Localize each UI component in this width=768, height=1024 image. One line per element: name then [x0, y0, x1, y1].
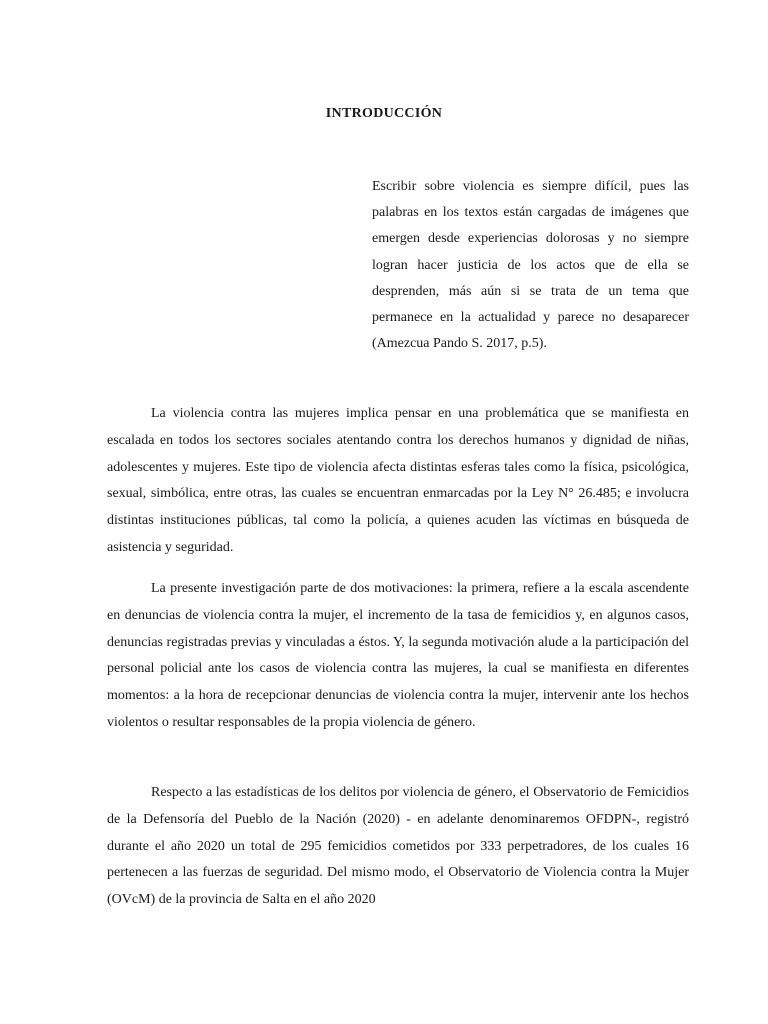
epigraph-quote: Escribir sobre violencia es siempre difícil, pues las palabras en los textos están cargadas de imágenes que emergen desde experiencias dolorosas y no siempre logran hacer justicia de los actos que de ella se desprenden, más aún si se trata de un tema que permanece en la actualidad y parece no desaparecer (Amezcua Pando S. 2017, p.5). — [372, 179, 689, 352]
paragraph-1: La violencia contra las mujeres implica pensar en una problemática que se manifiesta en escalada en todos los sectores sociales atentando contra los derechos humanos y dignidad de niñas, adolescentes y mujeres. Este tipo de violencia afecta distintas esferas tales como la física, psicológica, sexual, simbólica, entre otras, las cuales se encuentran enmarcadas por la Ley N° 26.485; e involucra distintas instituciones públicas, tal como la policía, a quienes acuden las víctimas en búsqueda de asistencia y seguridad. — [107, 406, 689, 555]
page-title: INTRODUCCIÓN — [325, 106, 443, 121]
paragraph-3: Respecto a las estadísticas de los delitos por violencia de género, el Observatorio de Femicidios de la Defensoría del Pueblo de la Nación (2020) - en adelante denominaremos OFDPN-, registró durante el año 2020 un total de 295 femicidios cometidos por 333 perpetradores, de los cuales 16 pertenecen a las fuerzas de seguridad. Del mismo modo, el Observatorio de Violencia contra la Mujer (OVcM) de la provincia de Salta en el año 2020 — [107, 785, 689, 908]
paragraph-2: La presente investigación parte de dos motivaciones: la primera, refiere a la escala ascendente en denuncias de violencia contra la mujer, el incremento de la tasa de femicidios y, en algunos casos, denuncias registradas previas y vinculadas a éstos. Y, la segunda motivación alude a la participación del personal policial ante los casos de violencia contra las mujeres, la cual se manifiesta en diferentes momentos: a la hora de recepcionar denuncias de violencia contra la mujer, intervenir ante los hechos violentos o resultar responsables de la propia violencia de género. — [107, 581, 689, 730]
